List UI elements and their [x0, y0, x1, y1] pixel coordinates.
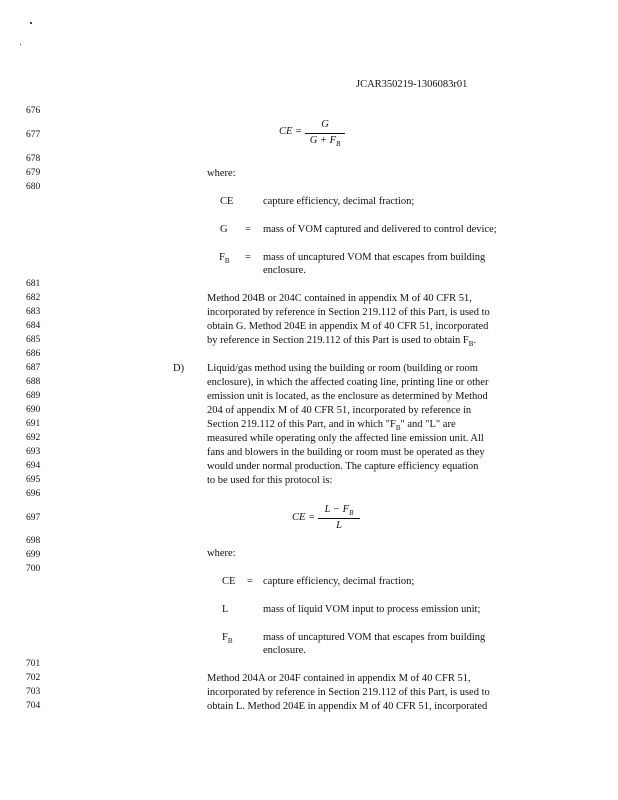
item-line: Liquid/gas method using the building or room (building or room: [207, 363, 478, 374]
line-number: 697: [26, 513, 41, 523]
line-number: 693: [26, 447, 41, 457]
definition-text: mass of liquid VOM input to process emission unit;: [263, 604, 481, 615]
scan-mark: [20, 44, 21, 45]
definition-text-continued: enclosure.: [263, 645, 306, 656]
definition-symbol: CE: [220, 196, 234, 207]
line-number: 687: [26, 363, 41, 373]
item-line: would under normal production. The capture efficiency equation: [207, 461, 479, 472]
line-number: 676: [26, 106, 41, 116]
line-number: 701: [26, 659, 41, 669]
line-number: 686: [26, 349, 41, 359]
definition-text-continued: enclosure.: [263, 265, 306, 276]
document-id: JCAR350219-1306083r01: [356, 79, 468, 90]
line-number: 688: [26, 377, 41, 387]
item-line: emission unit is located, as the enclosure as determined by Method: [207, 391, 488, 402]
equation-1-denominator: $G + F_B$: [309, 135, 341, 149]
item-line: 204 of appendix M of 40 CFR 51, incorporated by reference in: [207, 405, 472, 416]
line-number: 699: [26, 550, 41, 560]
scan-mark: [30, 22, 32, 24]
definition-text: capture efficiency, decimal fraction;: [263, 196, 415, 207]
line-number: 683: [26, 307, 41, 317]
item-line: enclosure), in which the affected coating line, printing line or other: [207, 377, 489, 388]
item-line: fans and blowers in the building or room must be operated as they: [207, 447, 485, 458]
paragraph-line: by reference in Section 219.112 of this Part is used to obtain $F_B$.: [207, 335, 477, 349]
paragraph-line: Method 204B or 204C contained in appendix M of 40 CFR 51,: [207, 293, 472, 304]
line-number: 678: [26, 154, 41, 164]
definition-equals: =: [247, 576, 253, 587]
definition-text: mass of uncaptured VOM that escapes from building: [263, 632, 486, 643]
equation-1-numerator: G: [321, 119, 329, 130]
paragraph-line: Method 204A or 204F contained in appendix M of 40 CFR 51,: [207, 673, 471, 684]
line-number: 689: [26, 391, 41, 401]
definition-equals: =: [245, 224, 251, 235]
item-label: D): [173, 363, 185, 374]
paragraph-line: obtain G. Method 204E in appendix M of 40 CFR 51, incorporated: [207, 321, 489, 332]
line-number: 700: [26, 564, 41, 574]
line-number: 704: [26, 701, 41, 711]
line-number: 694: [26, 461, 41, 471]
line-number: 702: [26, 673, 41, 683]
paragraph-line: incorporated by reference in Section 219.112 of this Part, is used to: [207, 307, 490, 318]
equation-1-lhs: CE =: [279, 126, 303, 137]
line-number: 679: [26, 168, 41, 178]
where-label: where:: [207, 548, 236, 559]
line-number: 695: [26, 475, 41, 485]
where-label: where:: [207, 168, 236, 179]
item-line: to be used for this protocol is:: [207, 475, 333, 486]
line-number: 698: [26, 536, 41, 546]
definition-symbol: CE: [222, 576, 236, 587]
equation-1-fraction-bar: [305, 133, 345, 134]
equation-2-denominator: L: [336, 520, 342, 531]
definition-text: mass of uncaptured VOM that escapes from building: [263, 252, 486, 263]
equation-2-lhs: CE =: [292, 512, 316, 523]
definition-symbol: $F_B$: [219, 252, 230, 266]
item-line: Section 219.112 of this Part, and in which "$F_B$" and "L" are: [207, 419, 456, 433]
definition-symbol: G: [220, 224, 228, 235]
line-number: 685: [26, 335, 41, 345]
definition-symbol: L: [222, 604, 229, 615]
line-number: 703: [26, 687, 41, 697]
definition-symbol: $F_B$: [222, 632, 233, 646]
line-number: 690: [26, 405, 41, 415]
line-number: 682: [26, 293, 41, 303]
definition-text: mass of VOM captured and delivered to control device;: [263, 224, 497, 235]
paragraph-line: incorporated by reference in Section 219.112 of this Part, is used to: [207, 687, 490, 698]
paragraph-line: obtain L. Method 204E in appendix M of 40 CFR 51, incorporated: [207, 701, 488, 712]
line-number: 681: [26, 279, 41, 289]
definition-equals: =: [245, 252, 251, 263]
line-number: 691: [26, 419, 41, 429]
equation-2-fraction-bar: [318, 518, 360, 519]
line-number: 677: [26, 130, 41, 140]
line-number: 680: [26, 182, 41, 192]
equation-2-numerator: $L - F_B$: [324, 504, 354, 518]
line-number: 696: [26, 489, 41, 499]
line-number: 692: [26, 433, 41, 443]
definition-text: capture efficiency, decimal fraction;: [263, 576, 415, 587]
item-line: measured while operating only the affected line emission unit. All: [207, 433, 484, 444]
line-number: 684: [26, 321, 41, 331]
